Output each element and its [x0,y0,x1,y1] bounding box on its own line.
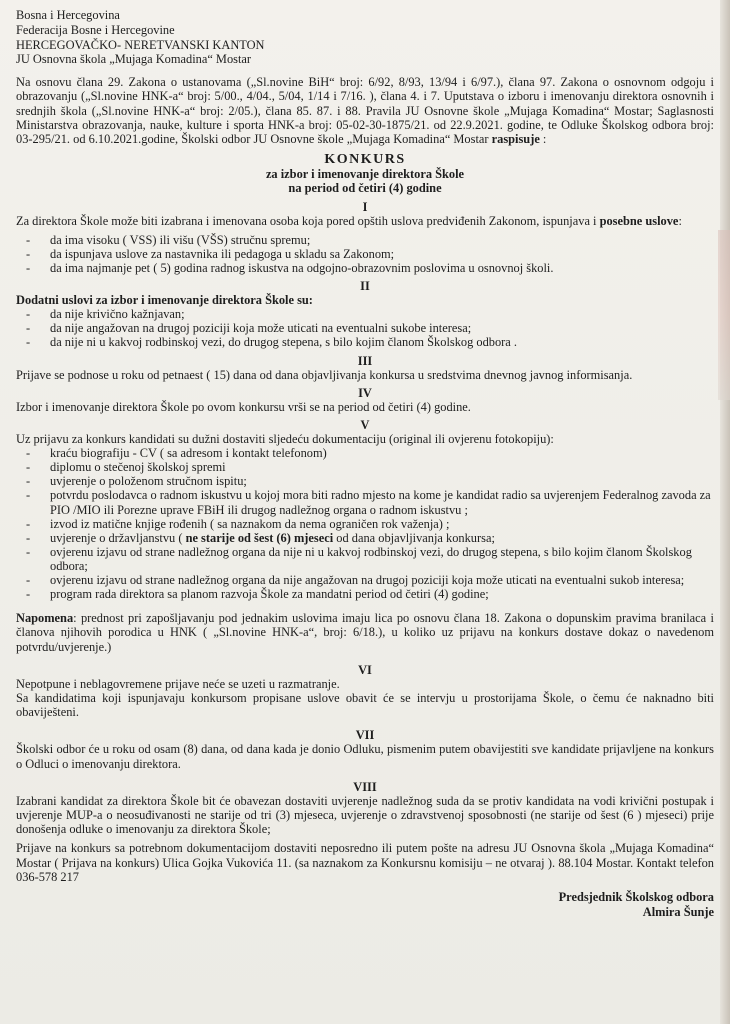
section-5-text: Uz prijavu za konkurs kandidati su dužni dostaviti sljedeću dokumentaciju (original ili ovjerenu fotokopiju): [16,431,554,446]
section-number-4: IV [358,385,372,400]
section-number-1: I [362,199,368,214]
section-6-text-2: Sa kandidatima koji ispunjavaju konkursom propisane uslove obavit će se intervju u prostorijama Škole, o čemu će naknadno biti obaviješteni. [16,691,714,720]
section-number-2: II [360,279,370,294]
citizenship-age-limit: ne starije od šest (6) mjeseci [182,530,334,545]
note-text: : prednost pri zapošljavanju pod jednakim uslovima imaju lica po osnovu člana 18. Zakona o dopunskim pravima branilaca i članova njihovih porodica u HNK ( „Sl.novine HNK-a“, broj: 6/18.), u koliko uz prijavu na konkurs dostave dokaz o navedenom potvrdu/uvjerenje.) [16,611,714,654]
section-8-text-1: Izabrani kandidat za direktora Škole bit će obavezan dostaviti uvjerenje nadležnog suda da se protiv kandidata na vodi krivični postupak i uvjerenje MUP-a o neosuđivanosti ne starije od tri (3) mjeseca, uvjerenje o zdravstvenoj sposobnosti (ne starije od šest (6 ) mjeseci) prije donošenja odluke o imenovanju za direktora Škole; [16,793,714,837]
signature-block [16,890,714,919]
section-7-text: Školski odbor će u roku od osam (8) dana, od dana kada je donio Odluku, pismenim putem obavijestiti sve kandidate prijavljene na konkurs o Odluci o imenovanju direktora. [16,742,714,771]
note-label: Napomena [16,611,74,626]
section-number-5: V [360,417,370,432]
section-number-8: VIII [353,779,377,794]
section-1-text-lead: Za direktora Škole može biti izabrana i imenovana osoba koja pored opštih uslova predviđenih Zakonom, ispunjava i [16,213,600,228]
legal-basis-paragraph [16,75,714,146]
header-line-country: Bosna i Hercegovina [16,8,120,22]
header-line-school: JU Osnovna škola „Mujaga Komadina“ Mostar [16,52,252,67]
announces-colon: : [539,132,547,146]
section-number-6: VI [358,662,372,677]
institution-header [16,8,714,67]
list-item: - da ispunjava uslove za nastavnika ili pedagoga u skladu sa Zakonom; [16,247,714,261]
section-8-text-2: Prijave na konkurs sa potrebnom dokumentacijom dostaviti neposredno ili putem pošte na adresu JU Osnovna škola „Mujaga Komadina“ Mostar ( Prijava na konkurs) Ulica Gojka Vukovića 11. (sa naznakom za Konkursnu komisiju – ne otvaraj ). 88.104 Mostar. Kontakt telefon 036-578 217 [16,841,714,884]
section-number-3: III [357,353,373,368]
special-conditions-label: posebne uslove [599,213,679,228]
paper-edge-shadow [720,0,730,1024]
list-item: - da ima visoku ( VSS) ili višu (VŠS) stručnu spremu; [16,233,714,247]
list-item: - da ima najmanje pet ( 5) godina radnog iskustva na odgojno-obrazovnim poslovima u osnovnoj školi. [16,261,714,275]
list-item: - kraću biografiju - CV ( sa adresom i kontakt telefonom) [16,446,714,460]
section-4-text: Izbor i imenovanje direktora Škole po ovom konkursu vrši se na period od četiri (4) godine. [16,399,471,414]
section-3-text: Prijave se podnose u roku od petnaest ( 15) dana od dana objavljivanja konkursa u sredstvima dnevnog javnog informisanja. [16,367,633,382]
list-item: - da nije krivično kažnjavan; [16,307,714,321]
section-1-colon: : [678,213,682,228]
print-bleed-mark [718,230,730,400]
list-item: - diplomu o stečenoj školskoj spremi [16,460,714,474]
signatory-name: Almira Šunje [642,904,714,919]
list-item: - potvrdu poslodavca o radnom iskustvu u kojoj mora biti radno mjesto na kome je kandidat radio sa uvjerenjem Federalnog zavoda za PIO /MIO ili Porezne uprave FBiH ili drugog nadležnog organa o radnom iskustvu ; [16,488,714,516]
document-subtitle-2: na period od četiri (4) godine [288,181,442,196]
additional-conditions-heading: Dodatni uslovi za izbor i imenovanje direktora Škole su: [16,293,313,308]
list-item: - ovjerenu izjavu od strane nadležnog organa da nije ni u kakvoj rodbinskoj vezi, do drugog stepena, s bilo kojim članom Školskog odbora; [16,545,714,573]
header-line-canton: HERCEGOVAČKO- NERETVANSKI KANTON [16,37,265,52]
header-line-federation: Federacija Bosne i Hercegovine [16,22,175,37]
section-6-text-1: Nepotpune i neblagovremene prijave neće se uzeti u razmatranje. [16,676,340,691]
document-subtitle-1: za izbor i imenovanje direktora Škole [265,167,465,182]
list-item: - ovjerenu izjavu od strane nadležnog organa da nije angažovan na drugoj poziciji koja može uticati na eventualni sukob interesa; [16,573,714,587]
legal-basis-text: Na osnovu člana 29. Zakona o ustanovama („Sl.novine BiH“ broj: 6/92, 8/93, 13/94 i 6/97.), člana 97. Zakona o osnovnom odgoju i obrazovanju („Sl.novine HNK-a“ broj: 5/00., 4/04., 5/04, 1/14 i 7/16. ), člana 4. i 7. Uputstava o izboru i imenovanju direktora osnovnih i srednjih škola („Sl.novine HNK-a“ broj: 2/05.), člana 85. 87. i 88. Pravila JU Osnovne škole „Mujaga Komadina“ Mostar; Saglasnosti Ministarstva obrazovanja, nauke, kulture i sporta HNK-a broj: 05-02-30-1875/21. od 22.9.2021. godine, te Odluke Školskog odbora broj: 03-295/21. od 6.10.2021.godine, Školski odbor JU Osnovne škole „Mujaga Komadina“ Mostar [16,75,714,146]
required-documents-list [16,446,714,601]
list-item: - da nije ni u kakvoj rodbinskoj vezi, do drugog stepena, s bilo kojim članom Školskog odbora . [16,335,714,349]
document-title: KONKURS [324,152,406,168]
list-item [16,531,714,545]
list-item: - izvod iz matične knjige rođenih ( sa naznakom da nema ograničen rok važenja) ; [16,517,714,531]
list-item: - program rada direktora sa planom razvoja Škole za mandatni period od četiri (4) godine; [16,587,714,601]
document-body [16,8,714,919]
special-conditions-list [16,233,714,275]
section-1-text [16,214,714,228]
citizenship-text-lead: uvjerenje o državljanstvu ( [50,530,183,545]
announces-word: raspisuje [491,132,540,146]
section-number-7: VII [355,728,375,743]
list-item: - da nije angažovan na drugoj poziciji koja može uticati na eventualni sukobe interesa; [16,321,714,335]
list-item: - uvjerenje o položenom stručnom ispitu; [16,474,714,488]
citizenship-text-tail: od dana objavljivanja konkursa; [333,530,495,545]
note-paragraph [16,611,714,654]
additional-conditions-list [16,307,714,349]
signatory-role: Predsjednik Školskog odbora [558,890,714,905]
